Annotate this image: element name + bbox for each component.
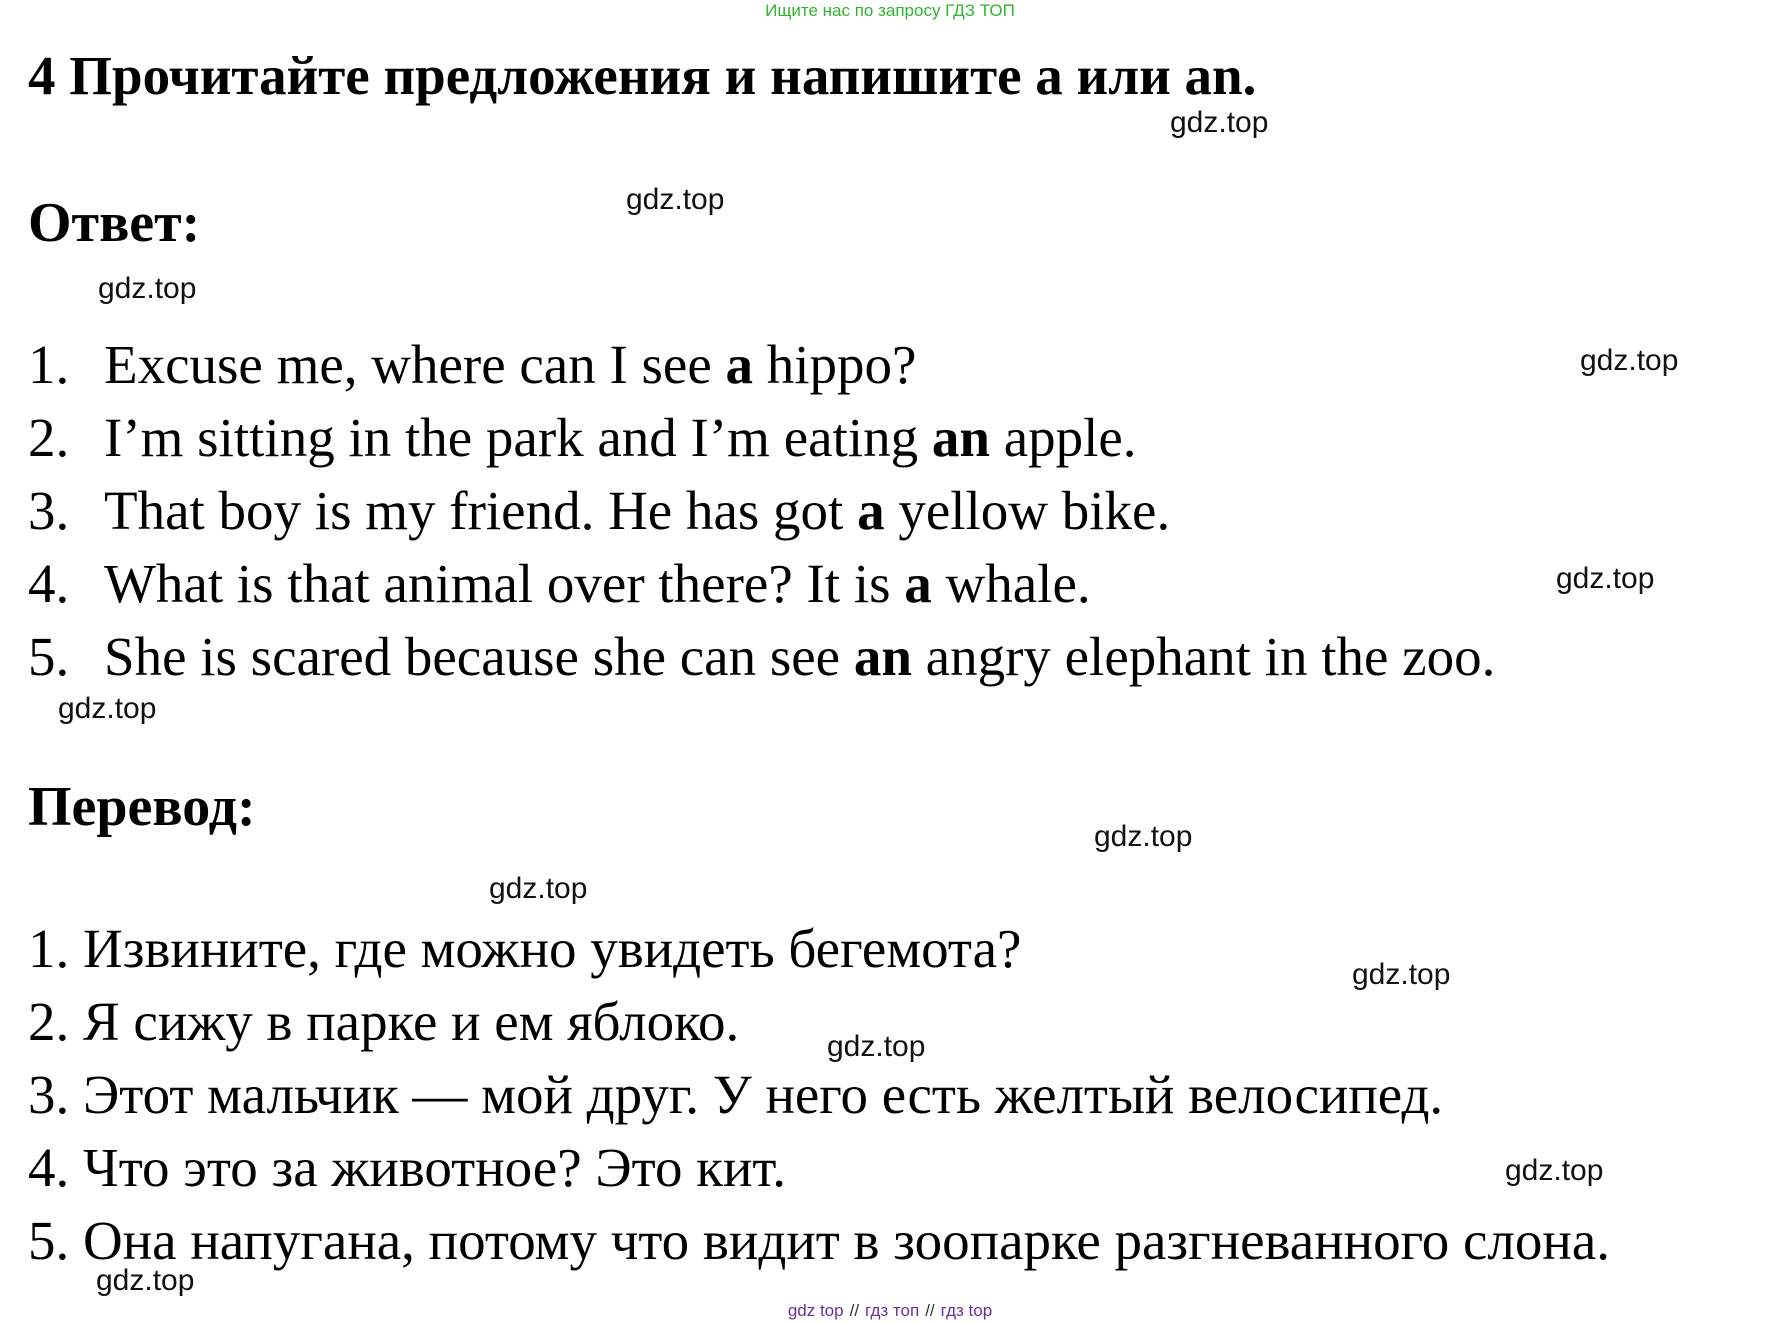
watermark: gdz.top: [489, 872, 588, 905]
watermark: gdz.top: [98, 272, 197, 305]
translation-item: 2. Я сижу в парке и ем яблоко.: [28, 991, 740, 1052]
answer-item: 5. She is scared because she can see an angry elephant in the zoo.: [28, 626, 1496, 687]
answer-item: 4. What is that animal over there? It is a whale.: [28, 553, 1091, 614]
task-title: 4 Прочитайте предложения и напишите a или an.: [28, 45, 1257, 106]
translation-item: 5. Она напугана, потому что видит в зоопарке разгневанного слона.: [28, 1210, 1610, 1271]
translation-item: 1. Извините, где можно увидеть бегемота?: [28, 918, 1022, 979]
watermark: gdz.top: [1556, 562, 1655, 595]
watermark: gdz.top: [626, 183, 725, 216]
answer-item: 1. Excuse me, where can I see a hippo?: [28, 334, 917, 395]
top-search-hint: Ищите нас по запросу ГДЗ ТОП: [765, 1, 1015, 20]
answer-article: a: [904, 553, 932, 614]
answer-article: an: [931, 407, 990, 468]
bottom-separator: //: [925, 1301, 935, 1320]
bottom-link[interactable]: гдз top: [940, 1301, 993, 1320]
answer-list: [28, 328, 1495, 693]
answer-article: a: [857, 480, 885, 541]
bottom-link[interactable]: гдз топ: [865, 1301, 920, 1320]
answer-item: 3. That boy is my friend. He has got a yellow bike.: [28, 480, 1171, 541]
answer-item: 2. I’m sitting in the park and I’m eating an apple.: [28, 407, 1137, 468]
translation-item: 3. Этот мальчик — мой друг. У него есть желтый велосипед.: [28, 1064, 1444, 1125]
translation-item: 4. Что это за животное? Это кит.: [28, 1137, 787, 1198]
watermark: gdz.top: [1505, 1154, 1604, 1187]
answer-article: an: [853, 626, 912, 687]
watermark: gdz.top: [1170, 106, 1269, 139]
bottom-links: [0, 1300, 1780, 1322]
watermark: gdz.top: [1580, 344, 1679, 377]
answer-heading: Ответ:: [28, 192, 201, 254]
watermark: gdz.top: [827, 1030, 926, 1063]
bottom-link[interactable]: gdz top: [787, 1301, 844, 1320]
bottom-separator: //: [849, 1301, 860, 1320]
watermark: gdz.top: [1352, 958, 1451, 991]
answer-article: a: [725, 334, 753, 395]
watermark: gdz.top: [96, 1264, 195, 1297]
watermark: gdz.top: [58, 692, 157, 725]
watermark: gdz.top: [1094, 820, 1193, 853]
translation-heading: Перевод:: [28, 776, 256, 838]
